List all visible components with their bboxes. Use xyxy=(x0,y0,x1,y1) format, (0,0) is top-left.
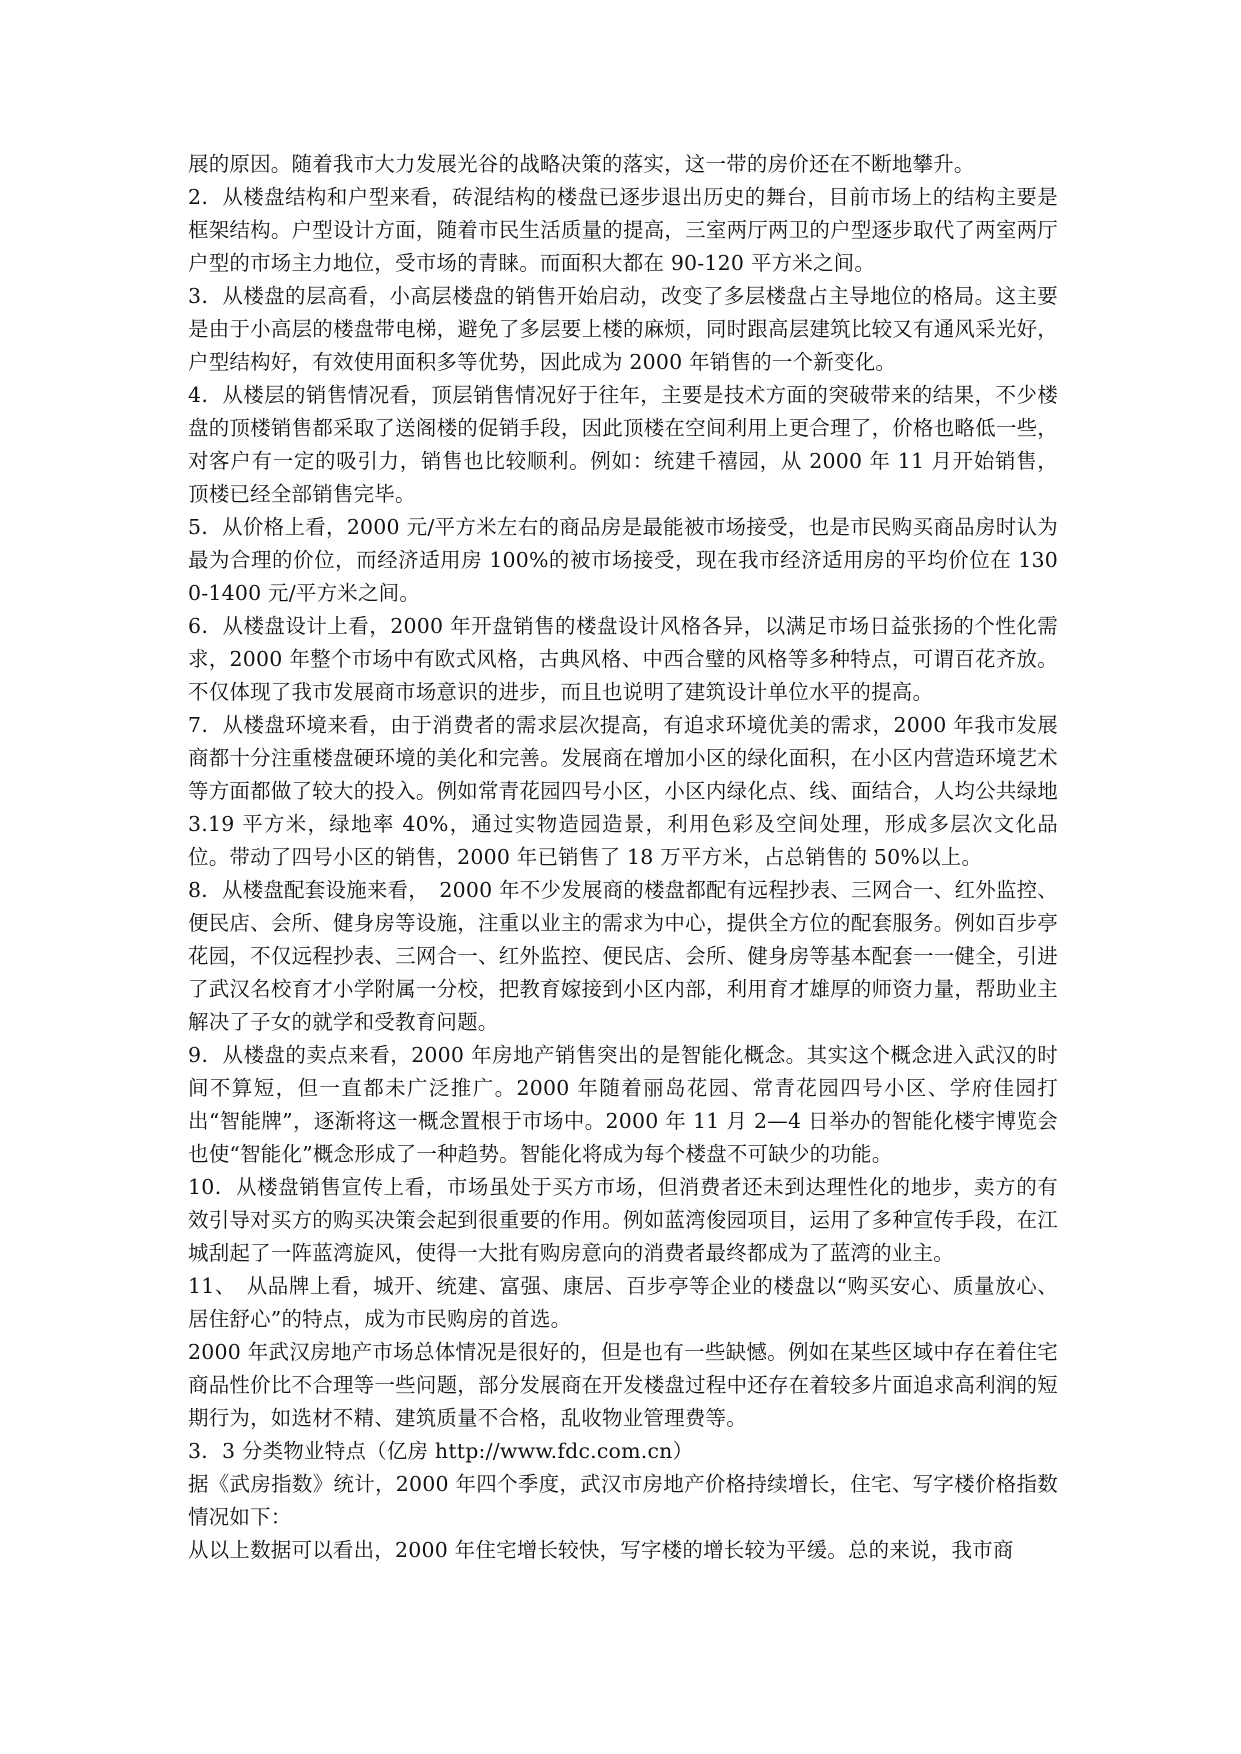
paragraph-index-intro: 据《武房指数》统计，2000 年四个季度，武汉市房地产价格持续增长，住宅、写字楼价格指数情况如下： xyxy=(188,1472,1058,1529)
paragraph-summary: 2000 年武汉房地产市场总体情况是很好的，但是也有一些缺憾。例如在某些区域中存在着住宅商品性价比不合理等一些问题，部分发展商在开发楼盘过程中还存在着较多片面追求高利润的短期行为，如选材不精、建筑质量不合格，乱收物业管理费等。 xyxy=(188,1340,1058,1430)
document-body xyxy=(188,148,1058,1567)
paragraph-item-6-design: 6．从楼盘设计上看，2000 年开盘销售的楼盘设计风格各异，以满足市场日益张扬的个性化需求，2000 年整个市场中有欧式风格，古典风格、中西合璧的风格等多种特点，可谓百花齐放。不仅体现了我市发展商市场意识的进步，而且也说明了建筑设计单位水平的提高。 xyxy=(188,614,1058,704)
paragraph-item-8-facilities: 8．从楼盘配套设施来看， 2000 年不少发展商的楼盘都配有远程抄表、三网合一、红外监控、便民店、会所、健身房等设施，注重以业主的需求为中心，提供全方位的配套服务。例如百步亭花园，不仅远程抄表、三网合一、红外监控、便民店、会所、健身房等基本配套一一健全，引进了武汉名校育才小学附属一分校，把教育嫁接到小区内部，利用育才雄厚的师资力量，帮助业主解决了子女的就学和受教育问题。 xyxy=(188,878,1058,1034)
paragraph-item-3-floor-height: 3．从楼盘的层高看，小高层楼盘的销售开始启动，改变了多层楼盘占主导地位的格局。这主要是由于小高层的楼盘带电梯，避免了多层要上楼的麻烦，同时跟高层建筑比较又有通风采光好，户型结构好，有效使用面积多等优势，因此成为 2000 年销售的一个新变化。 xyxy=(188,284,1058,374)
paragraph-item-7-environment: 7．从楼盘环境来看，由于消费者的需求层次提高，有追求环境优美的需求，2000 年我市发展商都十分注重楼盘硬环境的美化和完善。发展商在增加小区的绿化面积，在小区内营造环境艺术等方面都做了较大的投入。例如常青花园四号小区，小区内绿化点、线、面结合，人均公共绿地 3.19 平方米，绿地率 40%，通过实物造园造景，利用色彩及空间处理，形成多层次文化品位。带动了四号小区的销售，2000 年已销售了 18 万平方米，占总销售的 50%以上。 xyxy=(188,713,1058,869)
paragraph-item-9-selling-point: 9．从楼盘的卖点来看，2000 年房地产销售突出的是智能化概念。其实这个概念进入武汉的时间不算短，但一直都未广泛推广。2000 年随着丽岛花园、常青花园四号小区、学府佳园打出“智能牌”，逐渐将这一概念置根于市场中。2000 年 11 月 2—4 日举办的智能化楼宇博览会也使“智能化”概念形成了一种趋势。智能化将成为每个楼盘不可缺少的功能。 xyxy=(188,1043,1058,1166)
section-heading: 3．3 分类物业特点（亿房 http://www.fdc.com.cn） xyxy=(188,1439,694,1463)
paragraph-item-4-top-floor: 4．从楼层的销售情况看，顶层销售情况好于往年，主要是技术方面的突破带来的结果，不少楼盘的顶楼销售都采取了送阁楼的促销手段，因此顶楼在空间利用上更合理了，价格也略低一些，对客户有一定的吸引力，销售也比较顺利。例如：统建千禧园，从 2000 年 11 月开始销售，顶楼已经全部销售完毕。 xyxy=(188,383,1058,506)
paragraph-item-2-structure: 2．从楼盘结构和户型来看，砖混结构的楼盘已逐步退出历史的舞台，目前市场上的结构主要是框架结构。户型设计方面，随着市民生活质量的提高，三室两厅两卫的户型逐步取代了两室两厅户型的市场主力地位，受市场的青睐。而面积大都在 90-120 平方米之间。 xyxy=(188,185,1058,275)
paragraph-item-5-price: 5．从价格上看，2000 元/平方米左右的商品房是最能被市场接受，也是市民购买商品房时认为最为合理的价位，而经济适用房 100%的被市场接受，现在我市经济适用房的平均价位在 1300-1400 元/平方米之间。 xyxy=(188,515,1058,605)
paragraph-item-11-brand: 11、 从品牌上看，城开、统建、富强、康居、百步亭等企业的楼盘以“购买安心、质量放心、居住舒心”的特点，成为市民购房的首选。 xyxy=(188,1274,1058,1331)
paragraph-conclusion: 从以上数据可以看出，2000 年住宅增长较快，写字楼的增长较为平缓。总的来说，我市商 xyxy=(188,1538,1014,1562)
paragraph-item-10-promotion: 10．从楼盘销售宣传上看，市场虽处于买方市场，但消费者还未到达理性化的地步，卖方的有效引导对买方的购买决策会起到很重要的作用。例如蓝湾俊园项目，运用了多种宣传手段，在江城刮起了一阵蓝湾旋风，使得一大批有购房意向的消费者最终都成为了蓝湾的业主。 xyxy=(188,1175,1058,1265)
paragraph-continuation: 展的原因。随着我市大力发展光谷的战略决策的落实，这一带的房价还在不断地攀升。 xyxy=(188,152,975,176)
